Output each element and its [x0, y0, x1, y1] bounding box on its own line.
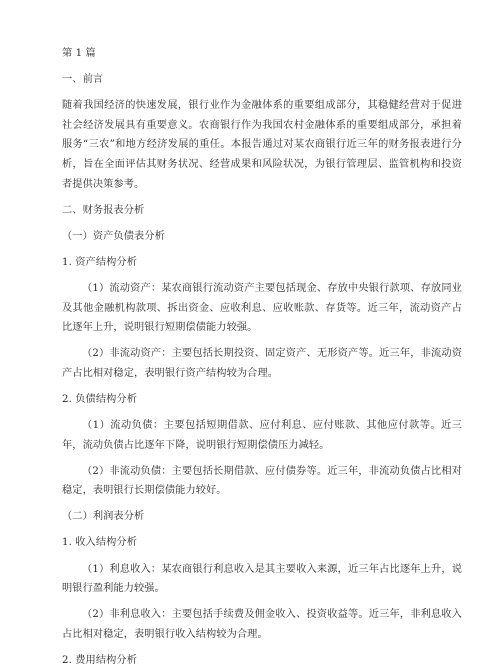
section-heading-analysis: 二、财务报表分析 — [62, 204, 145, 216]
item-heading-liability-structure: 2. 负债结构分析 — [62, 393, 137, 405]
document-body — [62, 44, 462, 671]
part-heading: 第 1 篇 — [62, 48, 96, 59]
paragraph-current-liabilities: （1）流动负债：主要包括短期借款、应付利息、应付账款、其他应付款等。近三年，流动负债占比逐年下降，说明银行短期偿债压力减轻。 — [62, 420, 462, 451]
paragraph-noncurrent-liabilities: （2）非流动负债：主要包括长期借款、应付债券等。近三年，非流动负债占比相对稳定，表明银行长期偿债能力较好。 — [62, 465, 462, 497]
paragraph-noncurrent-assets: （2）非流动资产：主要包括长期投资、固定资产、无形资产等。近三年，非流动资产占比相对稳定，表明银行资产结构较为合理。 — [62, 348, 462, 379]
paragraph-current-assets: （1）流动资产：某农商银行流动资产主要包括现金、存放中央银行款项、存放同业及其他金融机构款项、拆出资金、应收利息、应收账款、存货等。近三年，流动资产占比逐年上升，说明银行短期偿债能力较强。 — [62, 282, 462, 334]
intro-paragraph: 随着我国经济的快速发展，银行业作为金融体系的重要组成部分，其稳健经营对于促进社会经济发展具有重要意义。农商银行作为我国农村金融体系的重要组成部分，承担着服务“三农”和地方经济发展的重任。本报告通过对某农商银行近三年的财务报表进行分析，旨在全面评估其财务状况、经营成果和风险状况，为银行管理层、监管机构和投资者提供决策参考。 — [62, 100, 462, 190]
item-heading-income-structure: 1. 收入结构分析 — [62, 537, 137, 549]
item-heading-expense-structure: 2. 费用结构分析 — [62, 654, 137, 666]
subsection-heading-balance-sheet: （一）资产负债表分析 — [62, 230, 165, 242]
subsection-heading-income-statement: （二）利润表分析 — [62, 511, 145, 523]
item-heading-asset-structure: 1. 资产结构分析 — [62, 256, 137, 268]
paragraph-interest-income: （1）利息收入：某农商银行利息收入是其主要收入来源，近三年占比逐年上升，说明银行盈利能力较强。 — [62, 563, 462, 595]
section-heading-intro: 一、前言 — [62, 74, 104, 86]
paragraph-noninterest-income: （2）非利息收入：主要包括手续费及佣金收入、投资收益等。近三年，非利息收入占比相对稳定，表明银行收入结构较为合理。 — [62, 609, 462, 640]
